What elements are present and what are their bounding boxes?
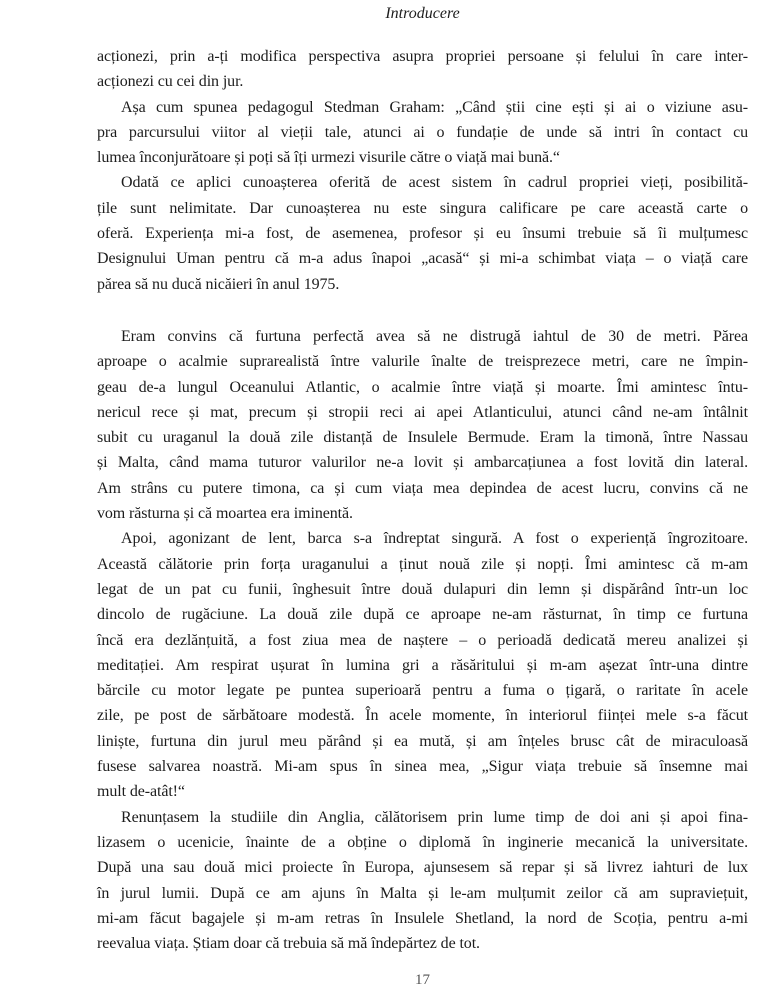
text-line: nericul rece și mat, precum și stropii reci ai apei Atlanticului, atunci când ne-am întâlnit [97, 403, 748, 421]
text-line: pra parcursului viitor al vieții tale, atunci ai o fundație de unde să intri în contact cu [97, 123, 748, 141]
text-line: mi-am făcut bagajele și m-am retras în Insulele Shetland, la nord de Scoția, pentru a-mi [97, 909, 748, 927]
text-line: Așa cum spunea pedagogul Stedman Graham: „Când știi cine ești și ai o viziune asu- [121, 98, 748, 116]
text-line: meditației. Am respirat ușurat în lumina gri a răsăritului și m-am așezat într-una dintre [97, 656, 748, 674]
text-line: aproape o acalmie suprarealistă între valurile înalte de treisprezece metri, care ne împin- [97, 353, 748, 371]
text-line: lizasem o ucenicie, înainte de a obține o diplomă în inginerie mecanică la universitate. [97, 833, 748, 851]
text-line: părea să nu ducă nicăieri în anul 1975. [97, 275, 340, 293]
text-line: liniște, furtuna din jurul meu părând și ea mută, și am înțeles brusc cât de miraculoasă [97, 732, 748, 750]
text-line: Am strâns cu putere timona, ca și cum viața mea depindea de acest lucru, convins că ne [97, 479, 748, 497]
text-line: Odată ce aplici cunoașterea oferită de acest sistem în cadrul propriei vieți, posibilită- [121, 174, 748, 192]
text-line: legat de un pat cu funii, înghesuit între două dulapuri din lemn și dispărând într-un loc [97, 580, 748, 598]
text-line: mult de-atât!“ [97, 783, 185, 801]
text-line: Apoi, agonizant de lent, barca s-a îndreptat singură. A fost o experiență îngrozitoare. [121, 530, 748, 548]
text-line: acționezi cu cei din jur. [97, 73, 244, 91]
text-line: țile sunt nelimitate. Dar cunoașterea nu este singura calificare pe care această carte o [97, 199, 748, 217]
text-line: zile, pe post de sărbătoare modestă. În acele momente, în interiorul ființei mele s-a făcut [97, 707, 748, 725]
text-line: oferă. Experiența mi-a fost, de asemenea, profesor și eu însumi trebuie să îi mulțumesc [97, 225, 748, 243]
text-line: în jurul lumii. După ce am ajuns în Malta și le-am mulțumit zeilor că am supraviețuit, [97, 884, 748, 902]
text-line: Această călătorie prin forța uraganului a ținut nouă zile și nopți. Îmi amintesc că m-am [97, 555, 748, 573]
paragraph [97, 95, 748, 171]
page-number: 17 [415, 972, 430, 988]
text-line: Designului Uman pentru că m-a adus înapoi „acasă“ și mi-a schimbat viața – o viață care [97, 250, 748, 268]
text-line: dincolo de rugăciune. La două zile după ce aproape ne-am răsturnat, în timp ce furtuna [97, 606, 748, 624]
text-line: subit cu uraganul la două zile distanță de Insulele Bermude. Eram la timonă, între Nassau [97, 429, 748, 447]
text-line: acționezi, prin a-ți modifica perspectiva asupra propriei persoane și felului în care inter- [97, 48, 748, 65]
text-line: Renunțasem la studiile din Anglia, călătorisem prin lume timp de doi ani și apoi fina- [121, 808, 748, 826]
paragraph [97, 170, 748, 296]
text-line: încă era dezlănțuită, a fost ziua mea de naștere – o perioadă dedicată mereu analizei și [97, 631, 748, 649]
text-line: bărcile cu motor legate pe puntea superioară pentru a fuma o țigară, o raritate în acele [97, 682, 748, 700]
text-line: vom răsturna și că moartea era iminentă. [97, 505, 353, 523]
text-line: fusese salvarea noastră. Mi-am spus în sinea mea, „Sigur viața trebuie să însemne mai [97, 758, 748, 776]
text-line: După una sau două mici proiecte în Europa, ajunsesem să repar și să livrez iahturi de lux [97, 859, 748, 877]
paragraph [97, 324, 748, 526]
paragraph [97, 526, 748, 804]
paragraph [97, 805, 748, 957]
text-line: Eram convins că furtuna perfectă avea să ne distrugă iahtul de 30 de metri. Părea [121, 327, 748, 345]
body-text [97, 44, 748, 956]
running-header: Introducere [385, 5, 460, 22]
text-line: reevalua viața. Știam doar că trebuia să mă îndepărtez de tot. [97, 935, 480, 953]
text-line: și Malta, când mama tuturor valurilor ne-a lovit și ambarcațiunea a fost lovită din lateral. [97, 454, 748, 472]
text-line: geau de-a lungul Oceanului Atlantic, o acalmie între viață și moarte. Îmi amintesc întu- [97, 378, 748, 396]
text-line: lumea înconjurătoare și poți să îți urmezi visurile către o viață mai bună.“ [97, 149, 560, 167]
paragraph [97, 44, 748, 95]
